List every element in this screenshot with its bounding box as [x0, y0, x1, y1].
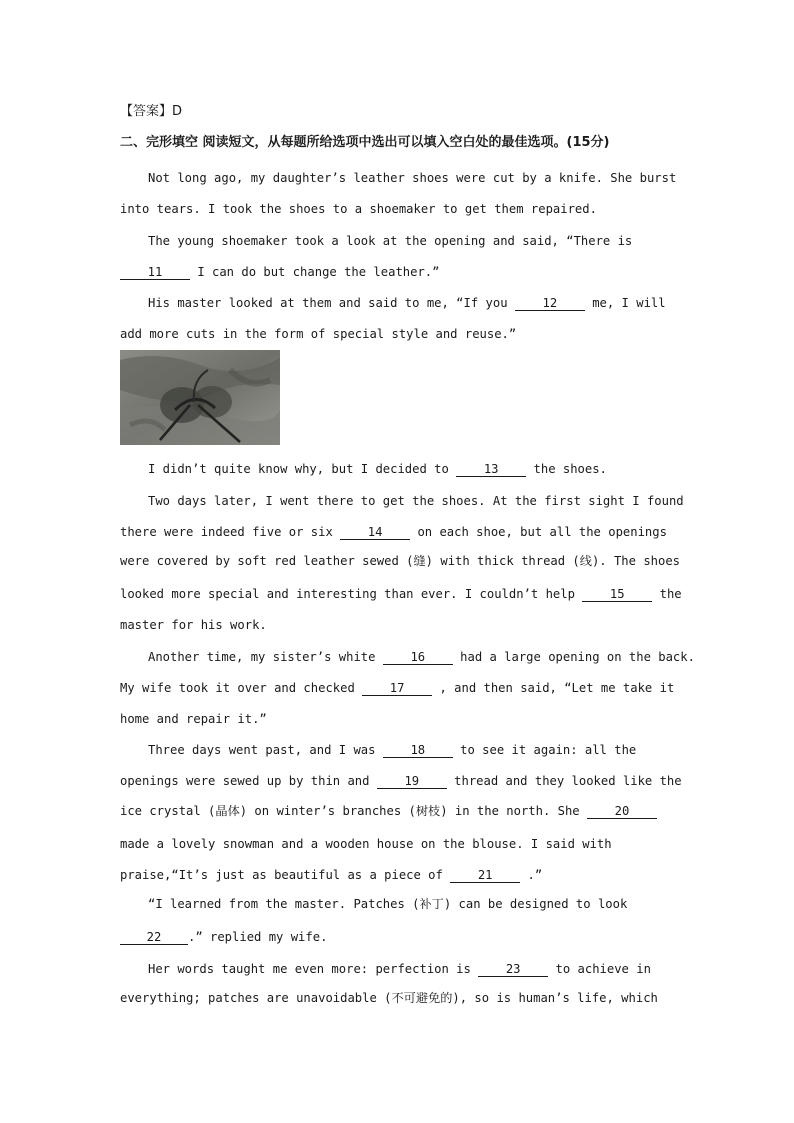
- text-line: Two days later, I went there to get the shoes. At the first sight I found: [148, 494, 684, 508]
- text-line: Her words taught me even more: perfection is 23 to achieve in: [148, 962, 651, 976]
- blank-12[interactable]: 12: [515, 296, 585, 311]
- text-line: The young shoemaker took a look at the opening and said, “There is: [148, 234, 633, 248]
- text-line: master for his work.: [120, 618, 267, 632]
- text-line: looked more special and interesting than ever. I couldn’t help 15 the: [120, 587, 682, 601]
- text-line: ice crystal (晶体) on winter’s branches (树枝) in the north. She 20: [120, 803, 690, 819]
- text-line: made a lovely snowman and a wooden house on the blouse. I said with: [120, 837, 612, 851]
- blank-18[interactable]: 18: [383, 743, 453, 758]
- text-line: there were indeed five or six 14 on each shoe, but all the openings: [120, 525, 667, 539]
- blank-23[interactable]: 23: [478, 962, 548, 977]
- text-line: “I learned from the master. Patches (补丁) can be designed to look: [148, 897, 628, 911]
- section-heading: 二、完形填空 阅读短文，从每题所给选项中选出可以填入空白处的最佳选项。(15分): [120, 135, 610, 150]
- text-line: 22 .” replied my wife.: [120, 929, 690, 945]
- text-line: add more cuts in the form of special style and reuse.”: [120, 327, 517, 341]
- text-line: Another time, my sister’s white 16 had a large opening on the back.: [148, 650, 695, 664]
- text-line: Three days went past, and I was 18 to see it again: all the: [148, 743, 637, 757]
- text-line: everything; patches are unavoidable (不可避免的), so is human’s life, which: [120, 991, 658, 1005]
- blank-11[interactable]: 11: [120, 265, 190, 280]
- text-line: His master looked at them and said to me, “If you 12 me, I will: [148, 296, 666, 310]
- blank-15[interactable]: 15: [582, 587, 652, 602]
- text-line: praise,“It’s just as beautiful as a piece of 21 .”: [120, 868, 543, 882]
- text-line: into tears. I took the shoes to a shoemaker to get them repaired.: [120, 202, 597, 216]
- text-line: openings were sewed up by thin and 19 thread and they looked like the: [120, 774, 682, 788]
- blank-13[interactable]: 13: [456, 462, 526, 477]
- blank-22[interactable]: 22: [120, 930, 188, 945]
- text-line: Not long ago, my daughter’s leather shoes were cut by a knife. She burst: [148, 171, 677, 185]
- text-line: My wife took it over and checked 17 , and then said, “Let me take it: [120, 681, 675, 695]
- text-line: home and repair it.”: [120, 712, 267, 726]
- blank-16[interactable]: 16: [383, 650, 453, 665]
- blank-14[interactable]: 14: [340, 525, 410, 540]
- blank-20[interactable]: 20: [587, 804, 657, 819]
- blank-21[interactable]: 21: [450, 868, 520, 883]
- shoe-photo: [120, 350, 280, 445]
- answer-line: 【答案】D: [120, 104, 183, 119]
- blank-19[interactable]: 19: [377, 774, 447, 789]
- text-line: were covered by soft red leather sewed (缝) with thick thread (线). The shoes: [120, 554, 681, 568]
- text-line: 11 I can do but change the leather.”: [120, 264, 690, 280]
- blank-17[interactable]: 17: [362, 681, 432, 696]
- text-line: I didn’t quite know why, but I decided to 13 the shoes.: [148, 462, 607, 476]
